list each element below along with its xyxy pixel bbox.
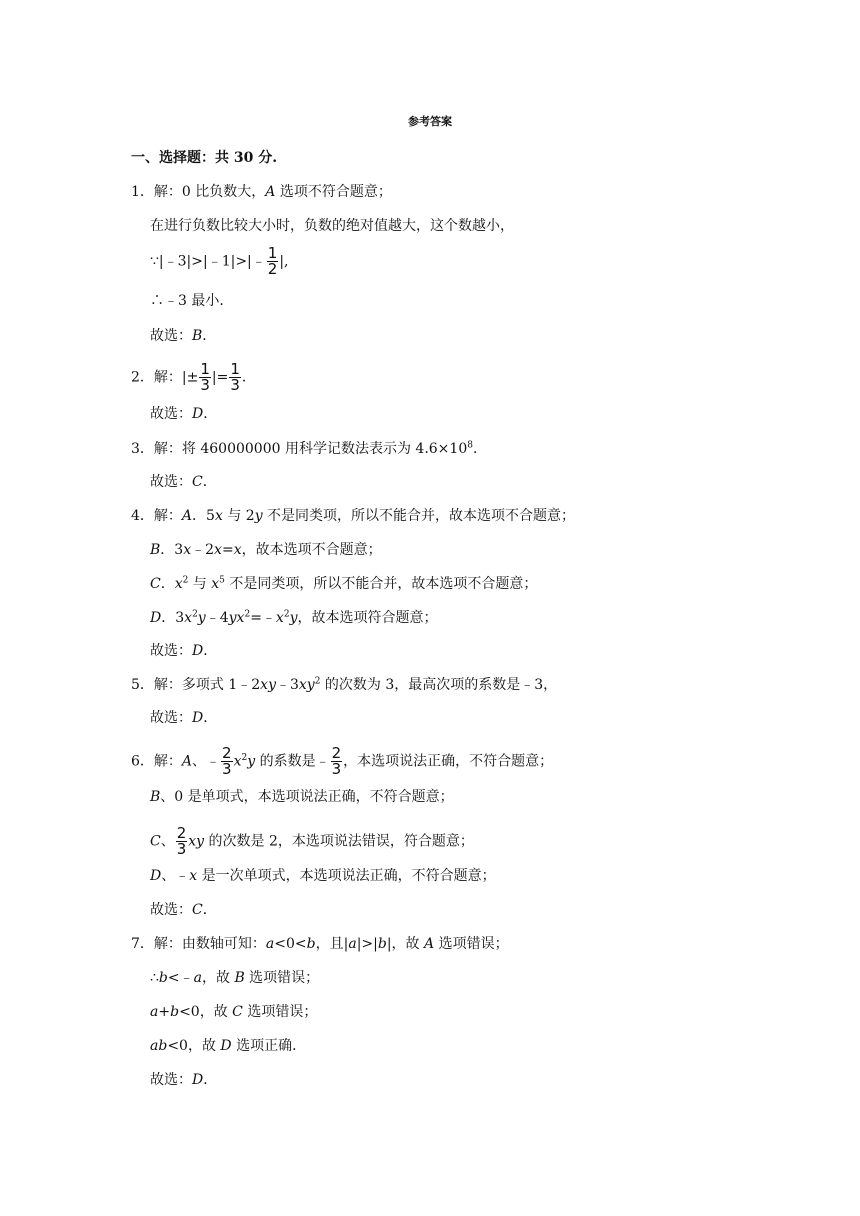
fraction-two-thirds: $\frac{2}{3}$ (222, 744, 232, 778)
q6-answer: 故选：C． (150, 902, 217, 918)
q1-answer: 故选：B． (150, 328, 217, 344)
q6-line3: C、 $\frac{2}{3}$ xy 的次数是 2，本选项说法错误，符合题意； (150, 824, 474, 858)
q2-line1: 2．解：|± $\frac{1}{3}$ |= $\frac{1}{3}$ ． (131, 360, 256, 394)
q5-line1: 5．解：多项式 $1﹣2xy﹣3xy^2$ 的次数为 3，最高次项的系数是﹣3， (131, 676, 558, 693)
q6-line4: D、﹣x 是一次单项式，本选项说法正确，不符合题意； (150, 868, 496, 884)
q1-line2: 在进行负数比较大小时，负数的绝对值越大，这个数越小， (150, 218, 514, 234)
q1-line3: ∵|﹣3|>|﹣1|>|﹣ $\frac{1}{2}$ |, (150, 244, 289, 278)
q4-line3: C．$x^2$ 与 $x^5$ 不是同类项，所以不能合并，故本选项不合题意； (150, 575, 538, 592)
q7-line1: 7．解：由数轴可知：a<0<b，且|a|>|b|，故 A 选项错误； (131, 936, 509, 952)
q2-answer: 故选：D． (150, 406, 218, 422)
q7-answer: 故选：D． (150, 1072, 218, 1088)
q5-answer: 故选：D． (150, 710, 218, 726)
fraction-third: $\frac{1}{3}$ (230, 360, 240, 394)
q3-line1: 3．解：将 460000000 用科学记数法表示为 $4.6\times 10^8$． (131, 440, 487, 457)
q1-line1: 1．解：0 比负数大，A 选项不符合题意； (131, 184, 392, 200)
q6-line1: 6．解：A、﹣ $\frac{2}{3}$ $x^2y$ 的系数是﹣ $\frac{2}{3}$ ，本选项说法正确，不符合题意； (131, 744, 554, 778)
fraction-half: $\frac{1}{2}$ (267, 244, 278, 278)
q4-line2: B．3x﹣2x=x，故本选项不合题意； (150, 542, 382, 558)
q4-line1: 4．解：A．5x 与 2y 不是同类项，所以不能合并，故本选项不合题意； (131, 508, 576, 524)
q4-line4: D．$3x^2y﹣4yx^2=﹣x^2y$，故本选项符合题意； (150, 609, 438, 626)
q7-line2: ∴b<﹣a，故 B 选项错误； (150, 970, 320, 986)
fraction-two-thirds: $\frac{2}{3}$ (331, 744, 342, 778)
q6-line2: B、0 是单项式，本选项说法正确，不符合题意； (150, 789, 454, 805)
fraction-third: $\frac{1}{3}$ (200, 360, 210, 394)
q7-line4: ab<0，故 D 选项正确． (150, 1038, 307, 1054)
q3-answer: 故选：C． (150, 474, 217, 490)
q1-line4: ∴﹣3 最小． (150, 293, 234, 309)
q7-line3: a+b<0，故 C 选项错误； (150, 1004, 318, 1020)
section-heading: 一、选择题：共 30 分. (131, 150, 278, 166)
fraction-two-thirds: $\frac{2}{3}$ (176, 824, 187, 858)
q4-answer: 故选：D． (150, 643, 218, 659)
page-title: 参考答案 (408, 115, 452, 128)
